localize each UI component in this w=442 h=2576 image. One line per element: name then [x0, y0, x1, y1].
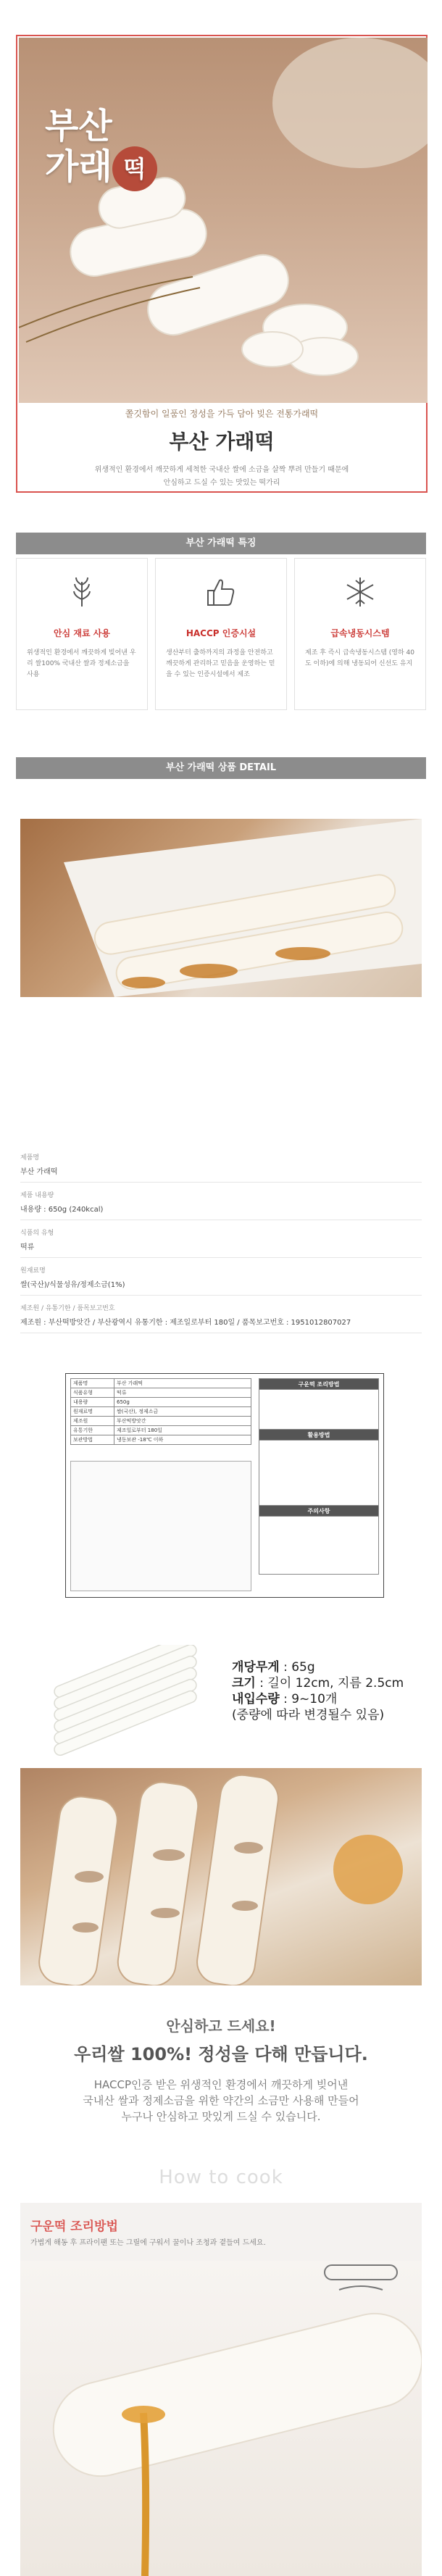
grilled-rice-cake-photo: [20, 1768, 422, 1985]
honey-drip-illustration: [20, 2261, 422, 2576]
info-value: 제조원 : 부산떡방앗간 / 부산광역시 유통기한 : 제조일로부터 180일 / 품목보고번호 : 1951012807027: [20, 1319, 351, 1327]
hero-product-name: 부산 가래떡: [169, 430, 275, 454]
feature-card-ingredients: [16, 558, 148, 710]
label-value: 쌀(국산), 정제소금: [114, 1407, 251, 1417]
label-howto-title: 구운떡 조리방법: [259, 1379, 379, 1390]
honey-rice-cake-illustration: [20, 819, 422, 997]
hero-caption: 쫄깃함이 일품인 정성을 가득 담아 빚은 전통가래떡: [125, 409, 319, 419]
spec-count: : 9~10개: [283, 1692, 338, 1706]
label-key: 제품명: [71, 1379, 114, 1388]
slogan-body-line: HACCP인증 받은 위생적인 환경에서 깨끗하게 빚어낸: [93, 2078, 349, 2091]
rice-cake-sticks-illustration: [20, 1645, 209, 1761]
spec-size: : 길이 12cm, 지름 2.5cm: [259, 1676, 404, 1691]
hero-description: [17, 464, 426, 490]
label-value: 부산떡방앗간: [114, 1417, 251, 1426]
info-row: [20, 1220, 422, 1258]
feature-card-haccp: [155, 558, 287, 710]
hero-logo: [45, 106, 157, 191]
feature-title: 안심 재료 사용: [54, 628, 110, 638]
spec-count-label: 내입수량: [232, 1692, 280, 1706]
info-row: [20, 1296, 422, 1333]
label-side-table: [259, 1378, 379, 1575]
feature-title: HACCP 인증시설: [185, 628, 257, 638]
slogan-line1: 안심하고 드세요!: [166, 2017, 276, 2035]
hero-section: [0, 0, 442, 493]
info-value: 내용량 : 650g (240kcal): [20, 1206, 104, 1214]
feature-card-freezing: [294, 558, 426, 710]
slogan-body: [0, 2077, 442, 2125]
info-key: 식품의 유형: [20, 1230, 54, 1237]
label-key: 내용량: [71, 1398, 114, 1407]
snowflake-icon: [343, 575, 378, 609]
howto-heading: How to cook: [159, 2167, 283, 2188]
hero-logo-line2: 가래: [45, 146, 112, 187]
slogan-body-line: 누구나 안심하고 맛있게 드실 수 있습니다.: [121, 2110, 321, 2123]
feature-title: 급속냉동시스템: [330, 628, 390, 638]
label-usage-title: 활용방법: [259, 1430, 379, 1441]
hero-desc-line2: 안심하고 드실 수 있는 맛있는 떡가리: [163, 479, 280, 487]
label-caution-title: 주의사항: [259, 1506, 379, 1517]
detail-photo-honey: [20, 819, 422, 997]
info-key: 제품 내용량: [20, 1192, 54, 1199]
howto-box: [20, 2203, 422, 2576]
feature-desc: 생산부터 출하까지의 과정을 안전하고 깨끗하게 관리하고 믿음을 운영하는 믿을 수 있는 인증시설에서 제조: [166, 649, 275, 678]
info-value: 부산 가래떡: [20, 1168, 58, 1176]
info-key: 제조원 / 유통기한 / 품목보고번호: [20, 1305, 115, 1312]
info-key: 원재료명: [20, 1267, 46, 1275]
hero-desc-line1: 위생적인 환경에서 깨끗하게 세척한 국내산 쌀에 소금을 살짝 뿌려 만들기 때문에: [94, 466, 349, 474]
howto-text: 가볍게 해동 후 프라이팬 또는 그릴에 구워서 꿀이나 조청과 곁들여 드세요.: [30, 2239, 266, 2247]
feature-desc: 제조 후 즉시 급속냉동시스템 (영하 40도 이하)에 의해 냉동되어 신선도 유지: [305, 649, 414, 667]
label-key: 제조원: [71, 1417, 114, 1426]
detail-bar: 부산 가래떡 상품 DETAIL: [16, 757, 426, 779]
product-spec: [232, 1659, 404, 1723]
rice-cake-illustration: [19, 38, 428, 403]
thumbs-up-icon: [204, 575, 238, 609]
hero-product-photo: [19, 38, 428, 403]
howto-title: 구운떡 조리방법: [30, 2219, 118, 2234]
info-row: [20, 1183, 422, 1220]
info-key: 제품명: [20, 1154, 40, 1162]
info-value: 떡류: [20, 1243, 35, 1251]
label-value: 부산 가래떡: [114, 1379, 251, 1388]
slogan-body-line: 국내산 쌀과 정제소금을 위한 약간의 소금만 사용해 만들어: [83, 2094, 359, 2107]
spec-weight: : 65g: [283, 1660, 315, 1675]
label-value: 떡류: [114, 1388, 251, 1398]
feature-desc: 위생적인 환경에서 깨끗하게 빚어낸 우리 쌀100% 국내산 쌀과 정제소금을 사용: [27, 649, 136, 678]
howto-photo: [20, 2261, 422, 2576]
features-bar: 부산 가래떡 특징: [16, 533, 426, 554]
grilled-rice-cake-illustration: [20, 1768, 422, 1985]
label-caution-body: [259, 1517, 379, 1575]
features-section: [0, 558, 442, 710]
info-value: 쌀(국산)/식물성유/정제소금(1%): [20, 1281, 125, 1289]
slogan-line2: 우리쌀 100%! 정성을 다해 만듭니다.: [74, 2044, 368, 2064]
label-table: [70, 1378, 251, 1445]
honey-bowl: [333, 1835, 403, 1904]
hero-logo-line1: 부산: [45, 106, 112, 146]
info-row: [20, 1258, 422, 1296]
hero-frame: [16, 35, 428, 493]
product-info-block: [20, 1145, 422, 1333]
label-key: 원재료명: [71, 1407, 114, 1417]
label-key: 보관방법: [71, 1435, 114, 1445]
label-usage-body: [259, 1441, 379, 1506]
label-howto-body: [259, 1390, 379, 1430]
slogan-section: [0, 2014, 442, 2125]
label-key: 식품유형: [71, 1388, 114, 1398]
spec-weight-label: 개당무게: [232, 1660, 280, 1675]
spec-note: (중량에 따라 변경될수 있음): [232, 1708, 385, 1722]
spec-size-label: 크기: [232, 1676, 256, 1691]
package-label: [65, 1373, 384, 1598]
wheat-icon: [64, 575, 99, 609]
label-value: 제조일로부터 180일: [114, 1426, 251, 1435]
label-value: 냉동보관 -18℃ 이하: [114, 1435, 251, 1445]
label-value: 650g: [114, 1398, 251, 1407]
info-row: [20, 1145, 422, 1183]
label-nutrition-area: [70, 1461, 251, 1591]
label-key: 유통기한: [71, 1426, 114, 1435]
hero-logo-badge: 떡: [112, 146, 157, 191]
